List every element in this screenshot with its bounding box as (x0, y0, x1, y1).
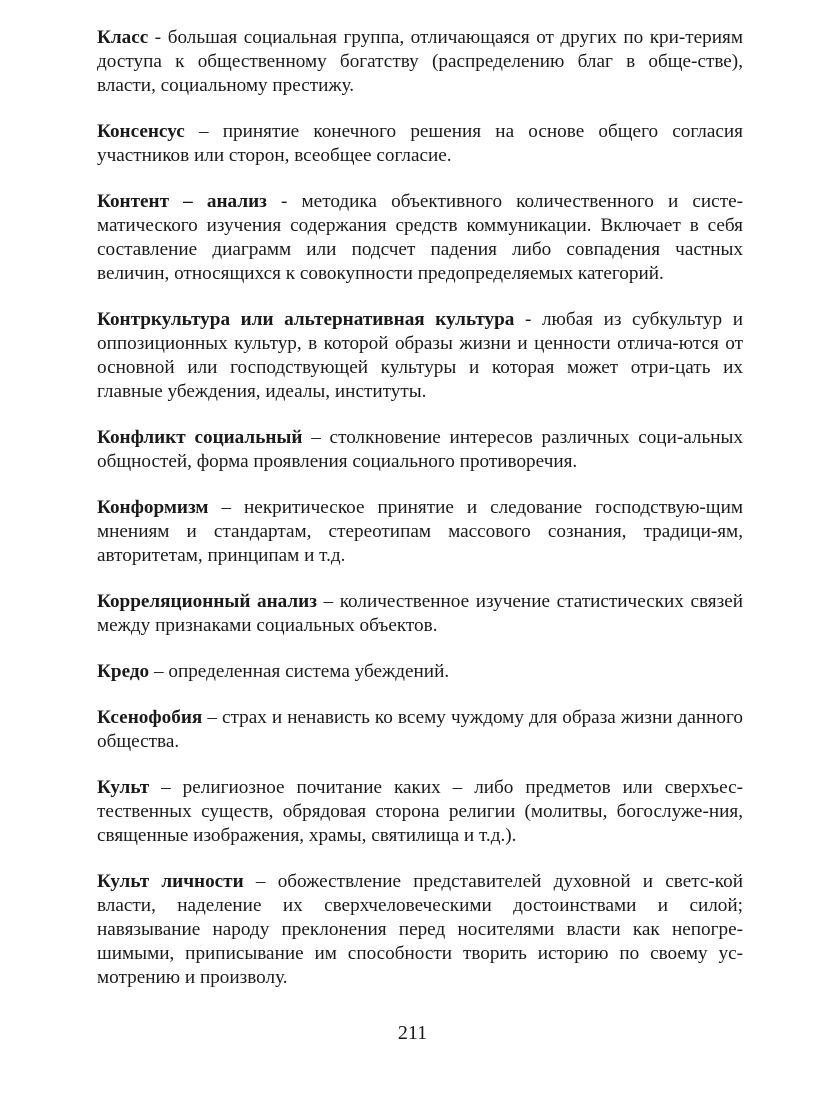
glossary-definition: – религиозное почитание каких – либо предметов или сверхъес-тественных существ, обрядовая сторона религии (молитвы, богослуже-ния, священные изображения, храмы, святилища и т.д.). (97, 777, 743, 846)
page-number: 211 (397, 1022, 428, 1044)
glossary-definition: – столкновение интересов различных соци-альных общностей, форма проявления социального противоречия. (97, 427, 743, 472)
glossary-definition: – некритическое принятие и следование господствую-щим мнениям и стандартам, стереотипам массового сознания, традици-ям, авторитетам, принципам и т.д. (97, 497, 743, 566)
glossary-entry (97, 26, 743, 98)
glossary-definition: – страх и ненависть ко всему чуждому для образа жизни данного общества. (97, 707, 743, 752)
glossary-term: Контркультура или альтернативная культура (97, 309, 515, 330)
glossary-definition: – принятие конечного решения на основе общего согласия участников или сторон, всеобщее согласие. (97, 121, 743, 166)
glossary-entry (97, 308, 743, 404)
glossary-entry (97, 496, 743, 568)
glossary-term: Кредо (97, 661, 150, 682)
glossary-term: Ксенофобия (97, 707, 203, 728)
glossary-definition: - методика объективного количественного и систе-матического изучения содержания средств коммуникации. Включает в себя составление диаграмм или подсчет падения либо совпадения частных величин, относящихся к совокупности предопределяемых категорий. (97, 191, 743, 284)
glossary-term: Конформизм (97, 497, 209, 518)
glossary-term: Класс (97, 27, 149, 48)
glossary-definition: – обожествление представителей духовной и светс-кой власти, наделение их сверхчеловеческими достоинствами и силой; навязывание народу преклонения перед носителями власти как непогре-шимыми, приписывание им способности творить историю по своему ус-мотрению и произволу. (97, 871, 744, 988)
glossary-term: Консенсус (97, 121, 185, 142)
glossary-definition: - большая социальная группа, отличающаяся от других по кри-териям доступа к общественному богатству (распределению благ в обще-стве), власти, социальному престижу. (97, 27, 743, 96)
glossary-term: Культ (97, 777, 150, 798)
glossary-term: Культ личности (97, 871, 244, 892)
glossary-definition: – определенная система убеждений. (149, 661, 450, 682)
glossary-entry (97, 190, 743, 286)
glossary-term: Конфликт социальный (97, 427, 303, 448)
glossary-definition: - любая из субкультур и оппозиционных культур, в которой образы жизни и ценности отлича-ются от основной или господствующей культуры и которая может отри-цать их главные убеждения, идеалы, институты. (97, 309, 743, 402)
glossary-entry (97, 706, 743, 754)
glossary-term: Корреляционный анализ (97, 591, 317, 612)
glossary-entry (97, 660, 743, 684)
glossary-entry (97, 426, 743, 474)
glossary-entry (97, 776, 743, 848)
glossary-entry (97, 870, 743, 990)
glossary-entry (97, 590, 743, 638)
glossary-definition: – количественное изучение статистических связей между признаками социальных объектов. (97, 591, 743, 636)
glossary-entry (97, 120, 743, 168)
glossary-page-body (97, 26, 743, 990)
glossary-term: Контент – анализ (97, 191, 267, 212)
